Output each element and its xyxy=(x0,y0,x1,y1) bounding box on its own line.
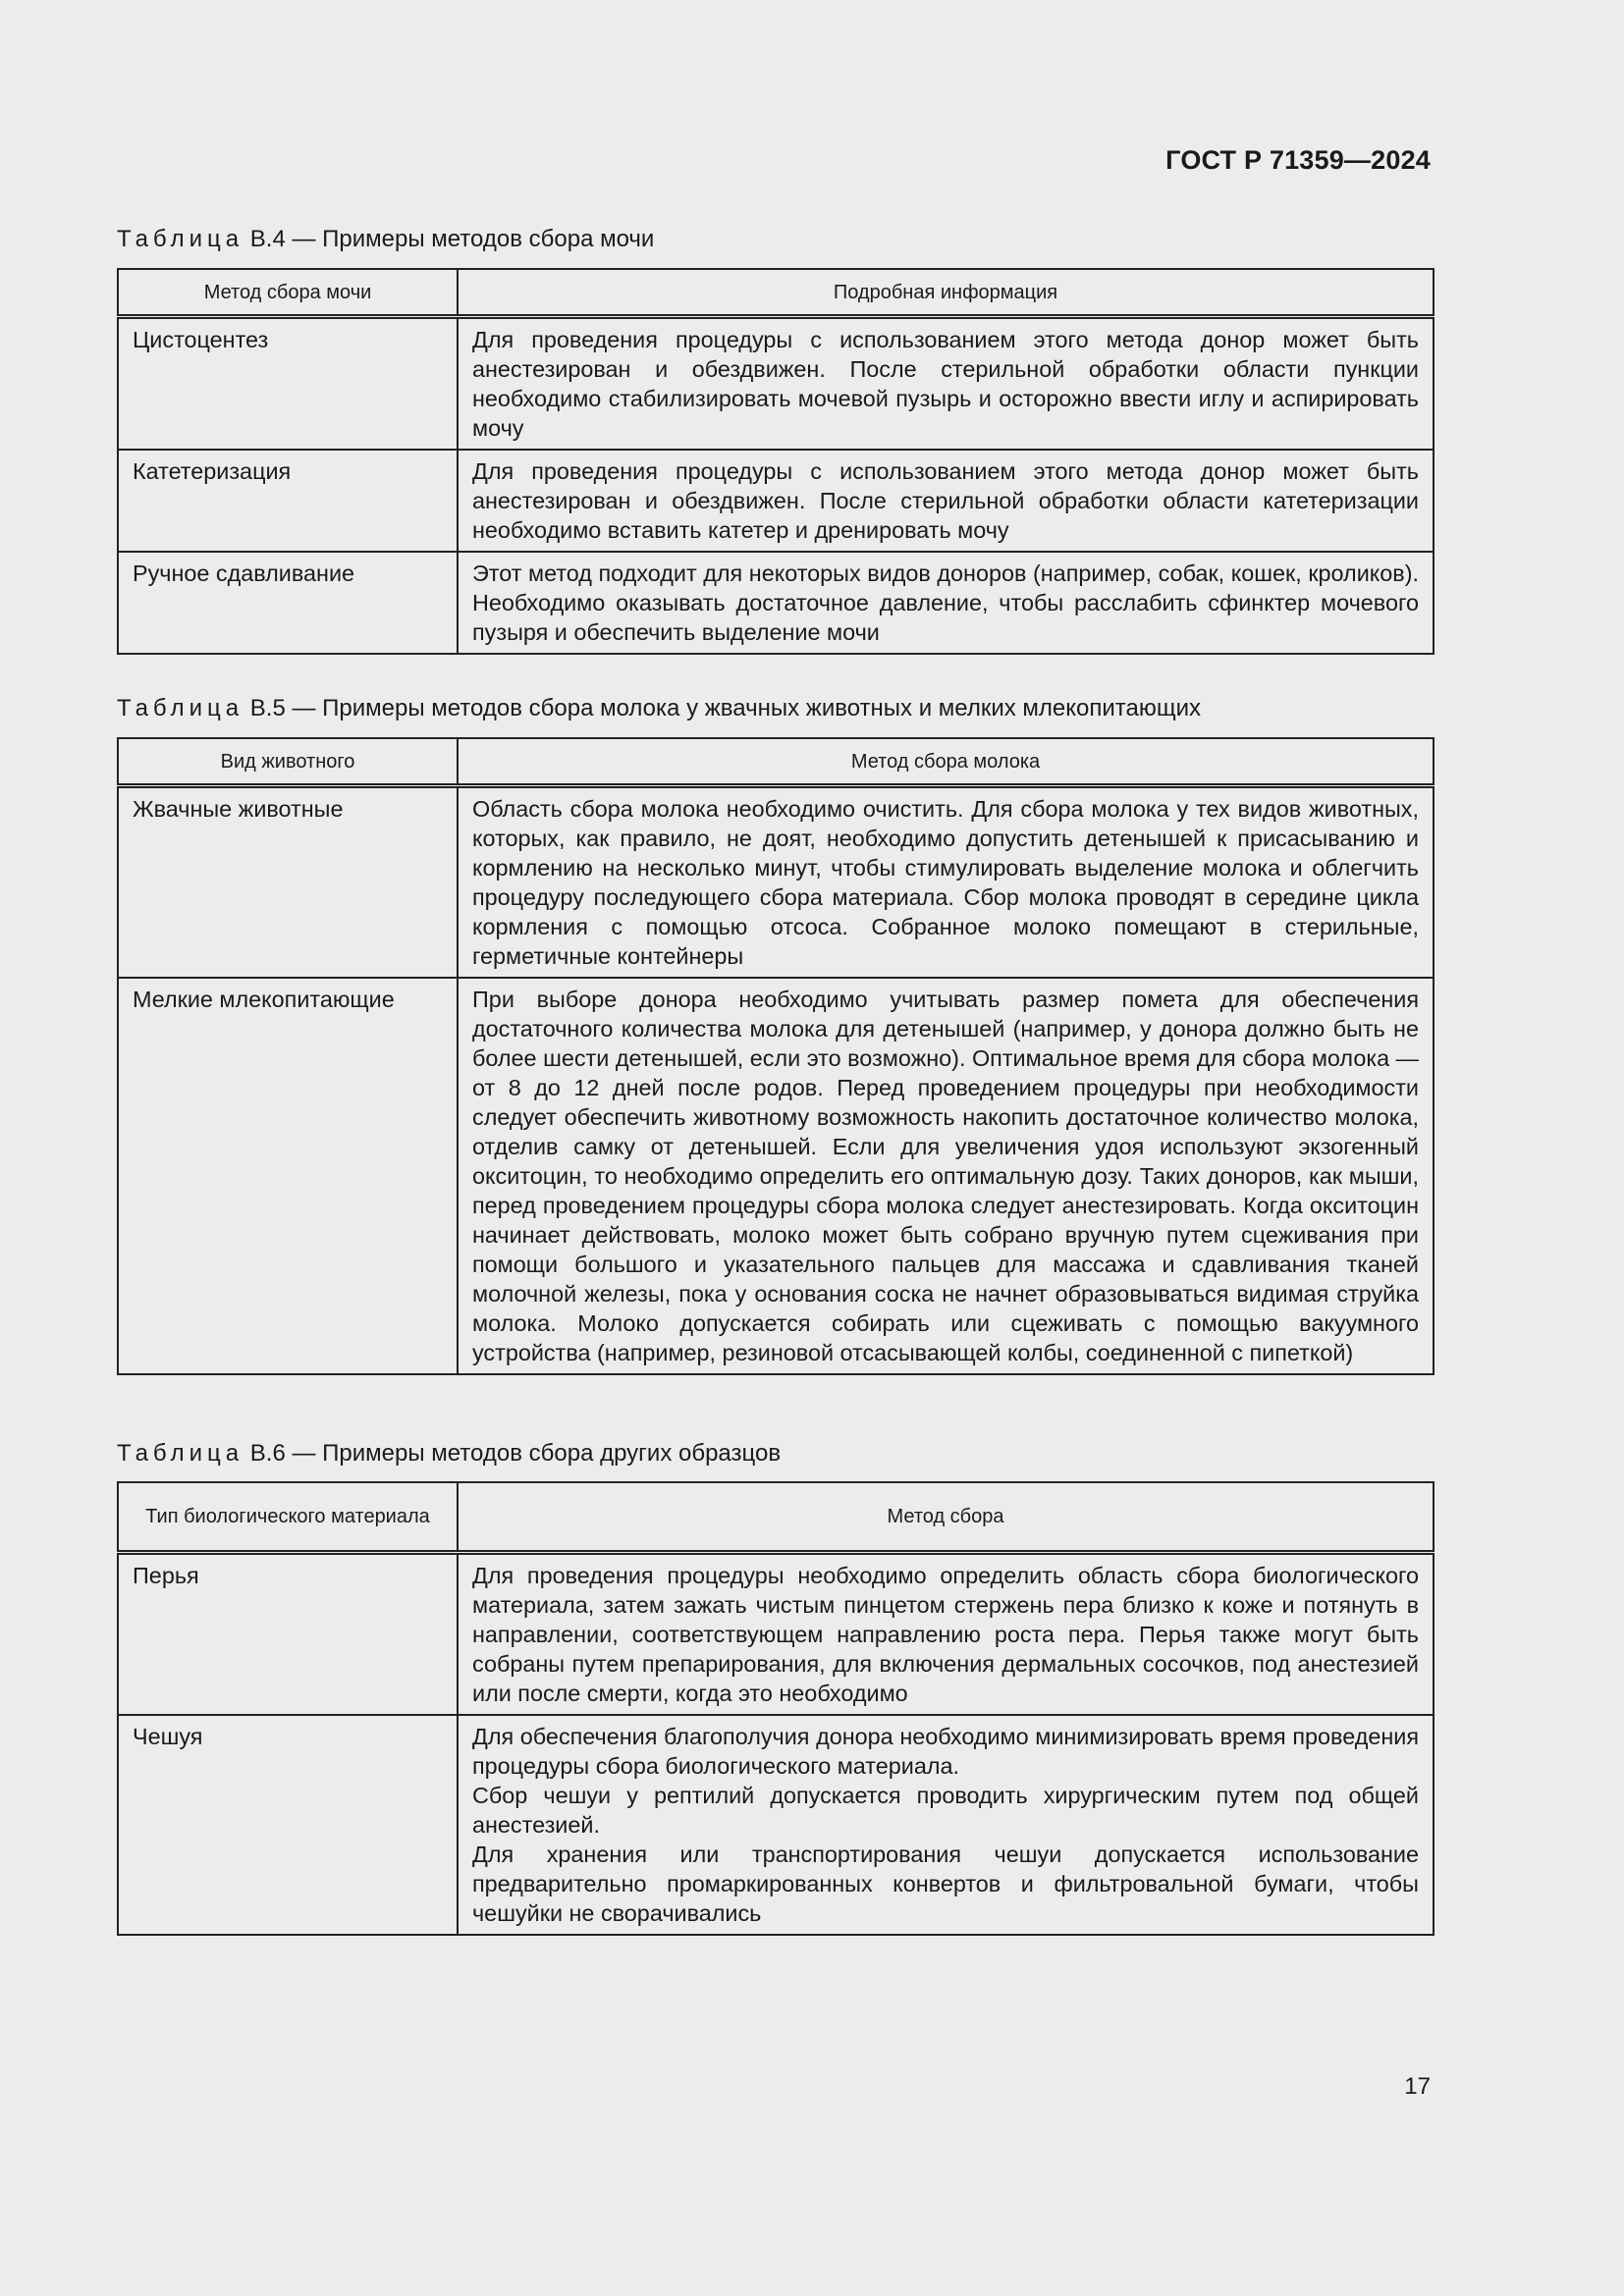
description-paragraph: Для обеспечения благополучия донора необходимо минимизировать время проведения процедуры сбора биологического материала. xyxy=(472,1724,1419,1779)
row-description: Для проведения процедуры необходимо определить область сбора биологического материала, затем зажать чистым пинцетом стержень пера близко к коже и потянуть в направлении, соответствующем направлению роста пера. Перья также могут быть собраны путем препарирования, для включения дермальных сосочков, под анестезией или после смерти, когда это необходимо xyxy=(458,1553,1434,1716)
table-label: Таблица xyxy=(117,1440,244,1467)
column-header: Метод сбора молока xyxy=(458,738,1434,786)
row-label: Ручное сдавливание xyxy=(118,552,458,654)
page-number: 17 xyxy=(1404,2073,1431,2100)
row-description: При выборе донора необходимо учитывать размер помета для обеспечения достаточного количества молока для детенышей (например, у донора должно быть не более шести детенышей, если это возможно). Оптимальное время для сбора молока — от 8 до 12 дней после родов. Перед проведением процедуры при необходимости следует обеспечить животному возможность накопить достаточное количество молока, отделив самку от детенышей. Если для увеличения удоя используют экзогенный окситоцин, то необходимо определить его оптимальную дозу. Таких доноров, как мыши, перед проведением процедуры сбора молока следует анестезировать. Когда окситоцин начинает действовать, молоко может быть собрано вручную путем сцеживания при помощи большого и указательного пальцев для массажа и сдавливания тканей молочной железы, пока у основания соска не начнет образовываться видимая струйка молока. Молоко допускается собирать или сцеживать с помощью вакуумного устройства (например, резиновой отсасывающей колбы, соединенной с пипеткой) xyxy=(458,978,1434,1374)
table-b6 xyxy=(117,1481,1435,1936)
table-row xyxy=(118,786,1434,979)
column-header: Подробная информация xyxy=(458,269,1434,317)
row-label: Мелкие млекопитающие xyxy=(118,978,458,1374)
table-b5 xyxy=(117,737,1435,1375)
row-description: Этот метод подходит для некоторых видов доноров (например, собак, кошек, кроликов). Необходимо оказывать достаточное давление, чтобы расслабить сфинктер мочевого пузыря и обеспечить выделение мочи xyxy=(458,552,1434,654)
row-label: Цистоцентез xyxy=(118,317,458,451)
row-label: Жвачные животные xyxy=(118,786,458,979)
table-header-row xyxy=(118,1482,1434,1553)
document-code: ГОСТ Р 71359—2024 xyxy=(1165,145,1431,175)
column-header: Тип биологического материала xyxy=(118,1482,458,1553)
table-header-row xyxy=(118,269,1434,317)
column-header: Метод сбора мочи xyxy=(118,269,458,317)
row-label: Чешуя xyxy=(118,1715,458,1935)
column-header: Вид животного xyxy=(118,738,458,786)
caption-text: В.6 — Примеры методов сбора других образцов xyxy=(249,1440,782,1467)
table-row xyxy=(118,978,1434,1374)
row-description: Для проведения процедуры с использованием этого метода донор может быть анестезирован и обездвижен. После стерильной обработки области катетеризации необходимо вставить катетер и дренировать мочу xyxy=(458,450,1434,552)
table-b5-caption xyxy=(117,695,1201,722)
table-b6-caption xyxy=(117,1440,781,1468)
column-header: Метод сбора xyxy=(458,1482,1434,1553)
row-description xyxy=(458,1715,1434,1935)
description-paragraph: Для хранения или транспортирования чешуи допускается использование предварительно промаркированных конвертов и фильтровальной бумаги, чтобы чешуйки не сворачивались xyxy=(472,1842,1419,1926)
table-row xyxy=(118,450,1434,552)
row-description: Область сбора молока необходимо очистить. Для сбора молока у тех видов животных, которых, как правило, не доят, необходимо допустить детенышей к присасыванию и кормлению на несколько минут, чтобы стимулировать выделение молока и облегчить процедуру последующего сбора материала. Сбор молока проводят в середине цикла кормления с помощью отсоса. Собранное молоко помещают в стерильные, герметичные контейнеры xyxy=(458,786,1434,979)
description-paragraph: Сбор чешуи у рептилий допускается проводить хирургическим путем под общей анестезией. xyxy=(472,1783,1419,1838)
table-row xyxy=(118,552,1434,654)
table-row xyxy=(118,317,1434,451)
table-row xyxy=(118,1553,1434,1716)
table-label: Таблица xyxy=(117,226,244,252)
table-row xyxy=(118,1715,1434,1935)
caption-text: В.4 — Примеры методов сбора мочи xyxy=(249,226,655,252)
row-label: Перья xyxy=(118,1553,458,1716)
table-b4 xyxy=(117,268,1435,655)
row-label: Катетеризация xyxy=(118,450,458,552)
table-label: Таблица xyxy=(117,695,244,721)
caption-text: В.5 — Примеры методов сбора молока у жвачных животных и мелких млекопитающих xyxy=(249,695,1201,721)
table-header-row xyxy=(118,738,1434,786)
table-b4-caption xyxy=(117,226,654,253)
row-description: Для проведения процедуры с использованием этого метода донор может быть анестезирован и обездвижен. После стерильной обработки области пункции необходимо стабилизировать мочевой пузырь и осторожно ввести иглу и аспирировать мочу xyxy=(458,317,1434,451)
